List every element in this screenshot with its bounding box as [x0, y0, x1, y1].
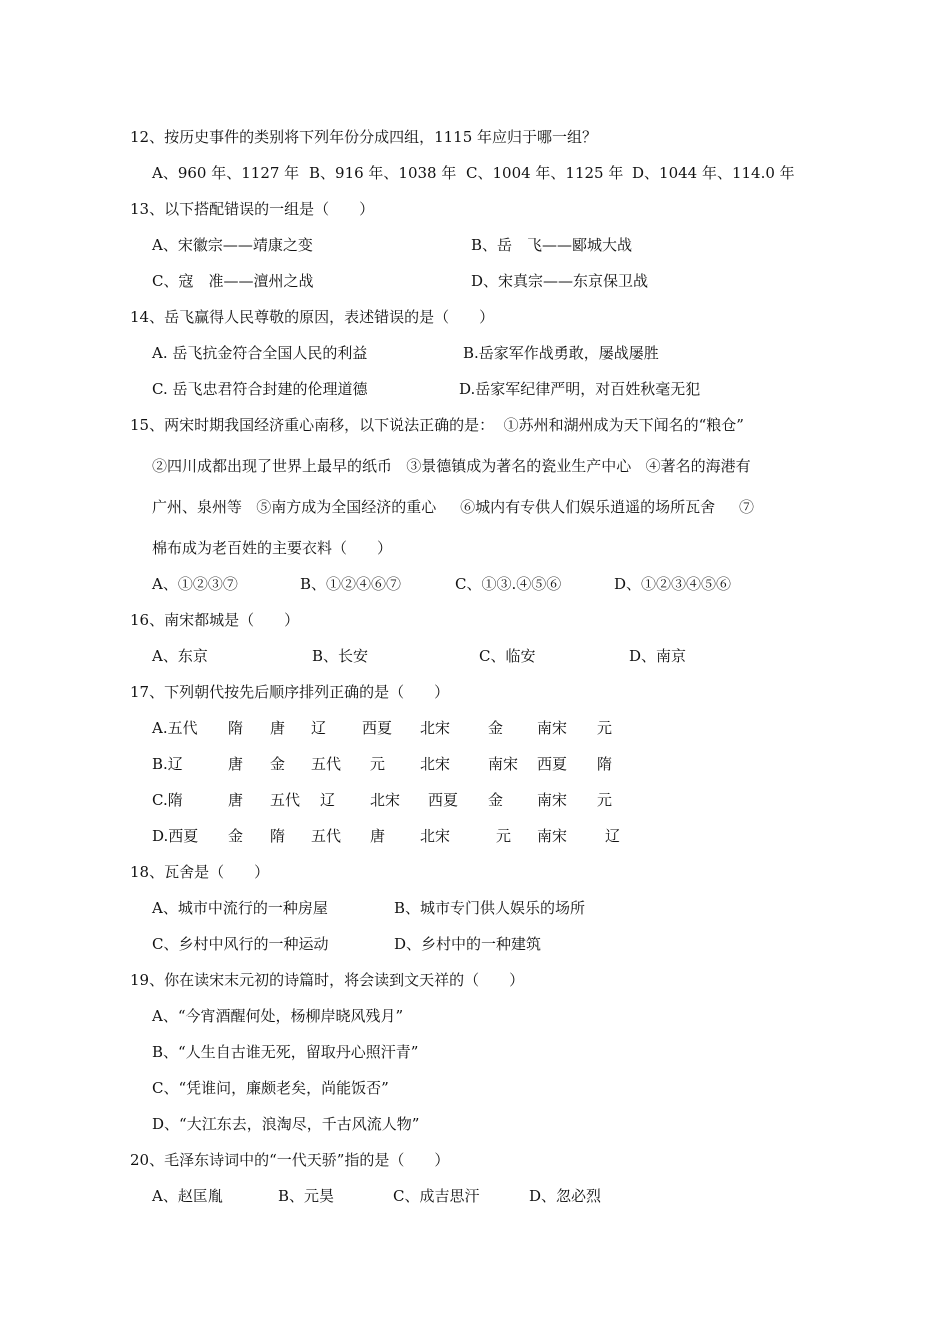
q17-row-a-cell: A.五代	[152, 719, 198, 737]
q17-row-d-cell: 元	[496, 827, 512, 845]
q17-row-d-cell: 金	[228, 827, 244, 845]
question-16-stem: 16、南宋都城是（ ）	[130, 611, 300, 629]
q13-option-d: D、宋真宗——东京保卫战	[471, 272, 649, 290]
q16-option-c: C、临安	[479, 647, 536, 665]
q17-row-a-cell: 隋	[228, 719, 244, 737]
q17-row-c-cell: 元	[597, 791, 613, 809]
q17-row-c-cell: 金	[488, 791, 504, 809]
q17-row-c-cell: 五代	[270, 791, 301, 809]
question-20-stem: 20、毛泽东诗词中的“一代天骄”指的是（ ）	[130, 1151, 450, 1169]
q18-option-b: B、城市专门供人娱乐的场所	[394, 899, 586, 917]
q13-option-a: A、宋徽宗——靖康之变	[152, 236, 313, 254]
q14-option-c: C. 岳飞忠君符合封建的伦理道德	[152, 380, 368, 398]
q17-row-d-cell: 唐	[370, 827, 386, 845]
q12-option-a: A、960 年、1127 年	[152, 164, 300, 182]
q18-option-a: A、城市中流行的一种房屋	[152, 899, 328, 917]
q19-option-c: C、“凭谁问，廉颇老矣，尚能饭否”	[152, 1079, 389, 1097]
q17-row-a-cell: 金	[488, 719, 504, 737]
q17-row-b-cell: 南宋	[488, 755, 519, 773]
q17-row-c-cell: 南宋	[537, 791, 568, 809]
q17-row-a-cell: 唐	[270, 719, 286, 737]
q17-row-b-cell: 西夏	[537, 755, 568, 773]
q17-row-a-cell: 南宋	[537, 719, 568, 737]
q17-row-c-cell: 北宋	[370, 791, 401, 809]
q19-option-d: D、“大江东去，浪淘尽，千古风流人物”	[152, 1115, 420, 1133]
q17-row-d-cell: 辽	[605, 827, 621, 845]
question-17-stem: 17、下列朝代按先后顺序排列正确的是（ ）	[130, 683, 450, 701]
q15-option-b: B、①②④⑥⑦	[300, 575, 402, 593]
q12-option-b: B、916 年、1038 年	[309, 164, 457, 182]
q17-row-d-cell: 隋	[270, 827, 286, 845]
q17-row-a-cell: 辽	[311, 719, 327, 737]
q17-row-b-cell: 隋	[597, 755, 613, 773]
q18-option-c: C、乡村中风行的一种运动	[152, 935, 329, 953]
q17-row-d-cell: 五代	[311, 827, 342, 845]
q14-option-b: B.岳家军作战勇敢，屡战屡胜	[463, 344, 659, 362]
q15-option-d: D、①②③④⑤⑥	[614, 575, 732, 593]
q17-row-b-cell: 唐	[228, 755, 244, 773]
q17-row-c-cell: 西夏	[428, 791, 459, 809]
question-18-stem: 18、瓦舍是（ ）	[130, 863, 270, 881]
q13-option-b: B、岳 飞——郾城大战	[471, 236, 633, 254]
q17-row-c-cell: 唐	[228, 791, 244, 809]
q17-row-a-cell: 元	[597, 719, 613, 737]
q20-option-b: B、元昊	[278, 1187, 335, 1205]
q20-option-d: D、忽必烈	[529, 1187, 602, 1205]
q17-row-c-cell: 辽	[320, 791, 336, 809]
q16-option-d: D、南京	[629, 647, 687, 665]
q20-option-a: A、赵匡胤	[152, 1187, 223, 1205]
q17-row-d-cell: D.西夏	[152, 827, 199, 845]
q13-option-c: C、寇 准——澶州之战	[152, 272, 314, 290]
q19-option-b: B、“人生自古谁无死，留取丹心照汗青”	[152, 1043, 419, 1061]
q17-row-b-cell: 北宋	[420, 755, 451, 773]
q17-row-b-cell: 元	[370, 755, 386, 773]
question-15-stem-line-1: 15、两宋时期我国经济重心南移，以下说法正确的是： ①苏州和湖州成为天下闻名的“粮仓”	[130, 416, 744, 434]
q14-option-d: D.岳家军纪律严明，对百姓秋毫无犯	[459, 380, 701, 398]
q18-option-d: D、乡村中的一种建筑	[394, 935, 542, 953]
question-19-stem: 19、你在读宋末元初的诗篇时，将会读到文天祥的（ ）	[130, 971, 525, 989]
q19-option-a: A、“今宵酒醒何处，杨柳岸晓风残月”	[152, 1007, 404, 1025]
q17-row-c-cell: C.隋	[152, 791, 183, 809]
question-15-stem-line-4: 棉布成为老百姓的主要衣料（ ）	[152, 539, 393, 557]
q17-row-d-cell: 北宋	[420, 827, 451, 845]
q17-row-a-cell: 北宋	[420, 719, 451, 737]
q17-row-a-cell: 西夏	[362, 719, 393, 737]
q17-row-b-cell: 五代	[311, 755, 342, 773]
question-13-stem: 13、以下搭配错误的一组是（ ）	[130, 200, 375, 218]
q12-option-c: C、1004 年、1125 年	[466, 164, 624, 182]
q16-option-b: B、长安	[312, 647, 369, 665]
q16-option-a: A、东京	[152, 647, 208, 665]
question-12-stem: 12、按历史事件的类别将下列年份分成四组，1115 年应归于哪一组？	[130, 128, 598, 146]
q12-option-d: D、1044 年、114.0 年	[632, 164, 795, 182]
q20-option-c: C、成吉思汗	[393, 1187, 480, 1205]
question-14-stem: 14、岳飞赢得人民尊敬的原因，表述错误的是（ ）	[130, 308, 495, 326]
question-15-stem-line-3: 广州、泉州等 ⑤南方成为全国经济的重心 ⑥城内有专供人们娱乐逍遥的场所瓦舍 ⑦	[152, 498, 754, 516]
q14-option-a: A. 岳飞抗金符合全国人民的利益	[152, 344, 368, 362]
question-15-stem-line-2: ②四川成都出现了世界上最早的纸币 ③景德镇成为著名的瓷业生产中心 ④著名的海港有	[152, 457, 751, 475]
q15-option-c: C、①③.④⑤⑥	[455, 575, 562, 593]
q17-row-b-cell: B.辽	[152, 755, 183, 773]
q17-row-d-cell: 南宋	[537, 827, 568, 845]
q17-row-b-cell: 金	[270, 755, 286, 773]
q15-option-a: A、①②③⑦	[152, 575, 238, 593]
